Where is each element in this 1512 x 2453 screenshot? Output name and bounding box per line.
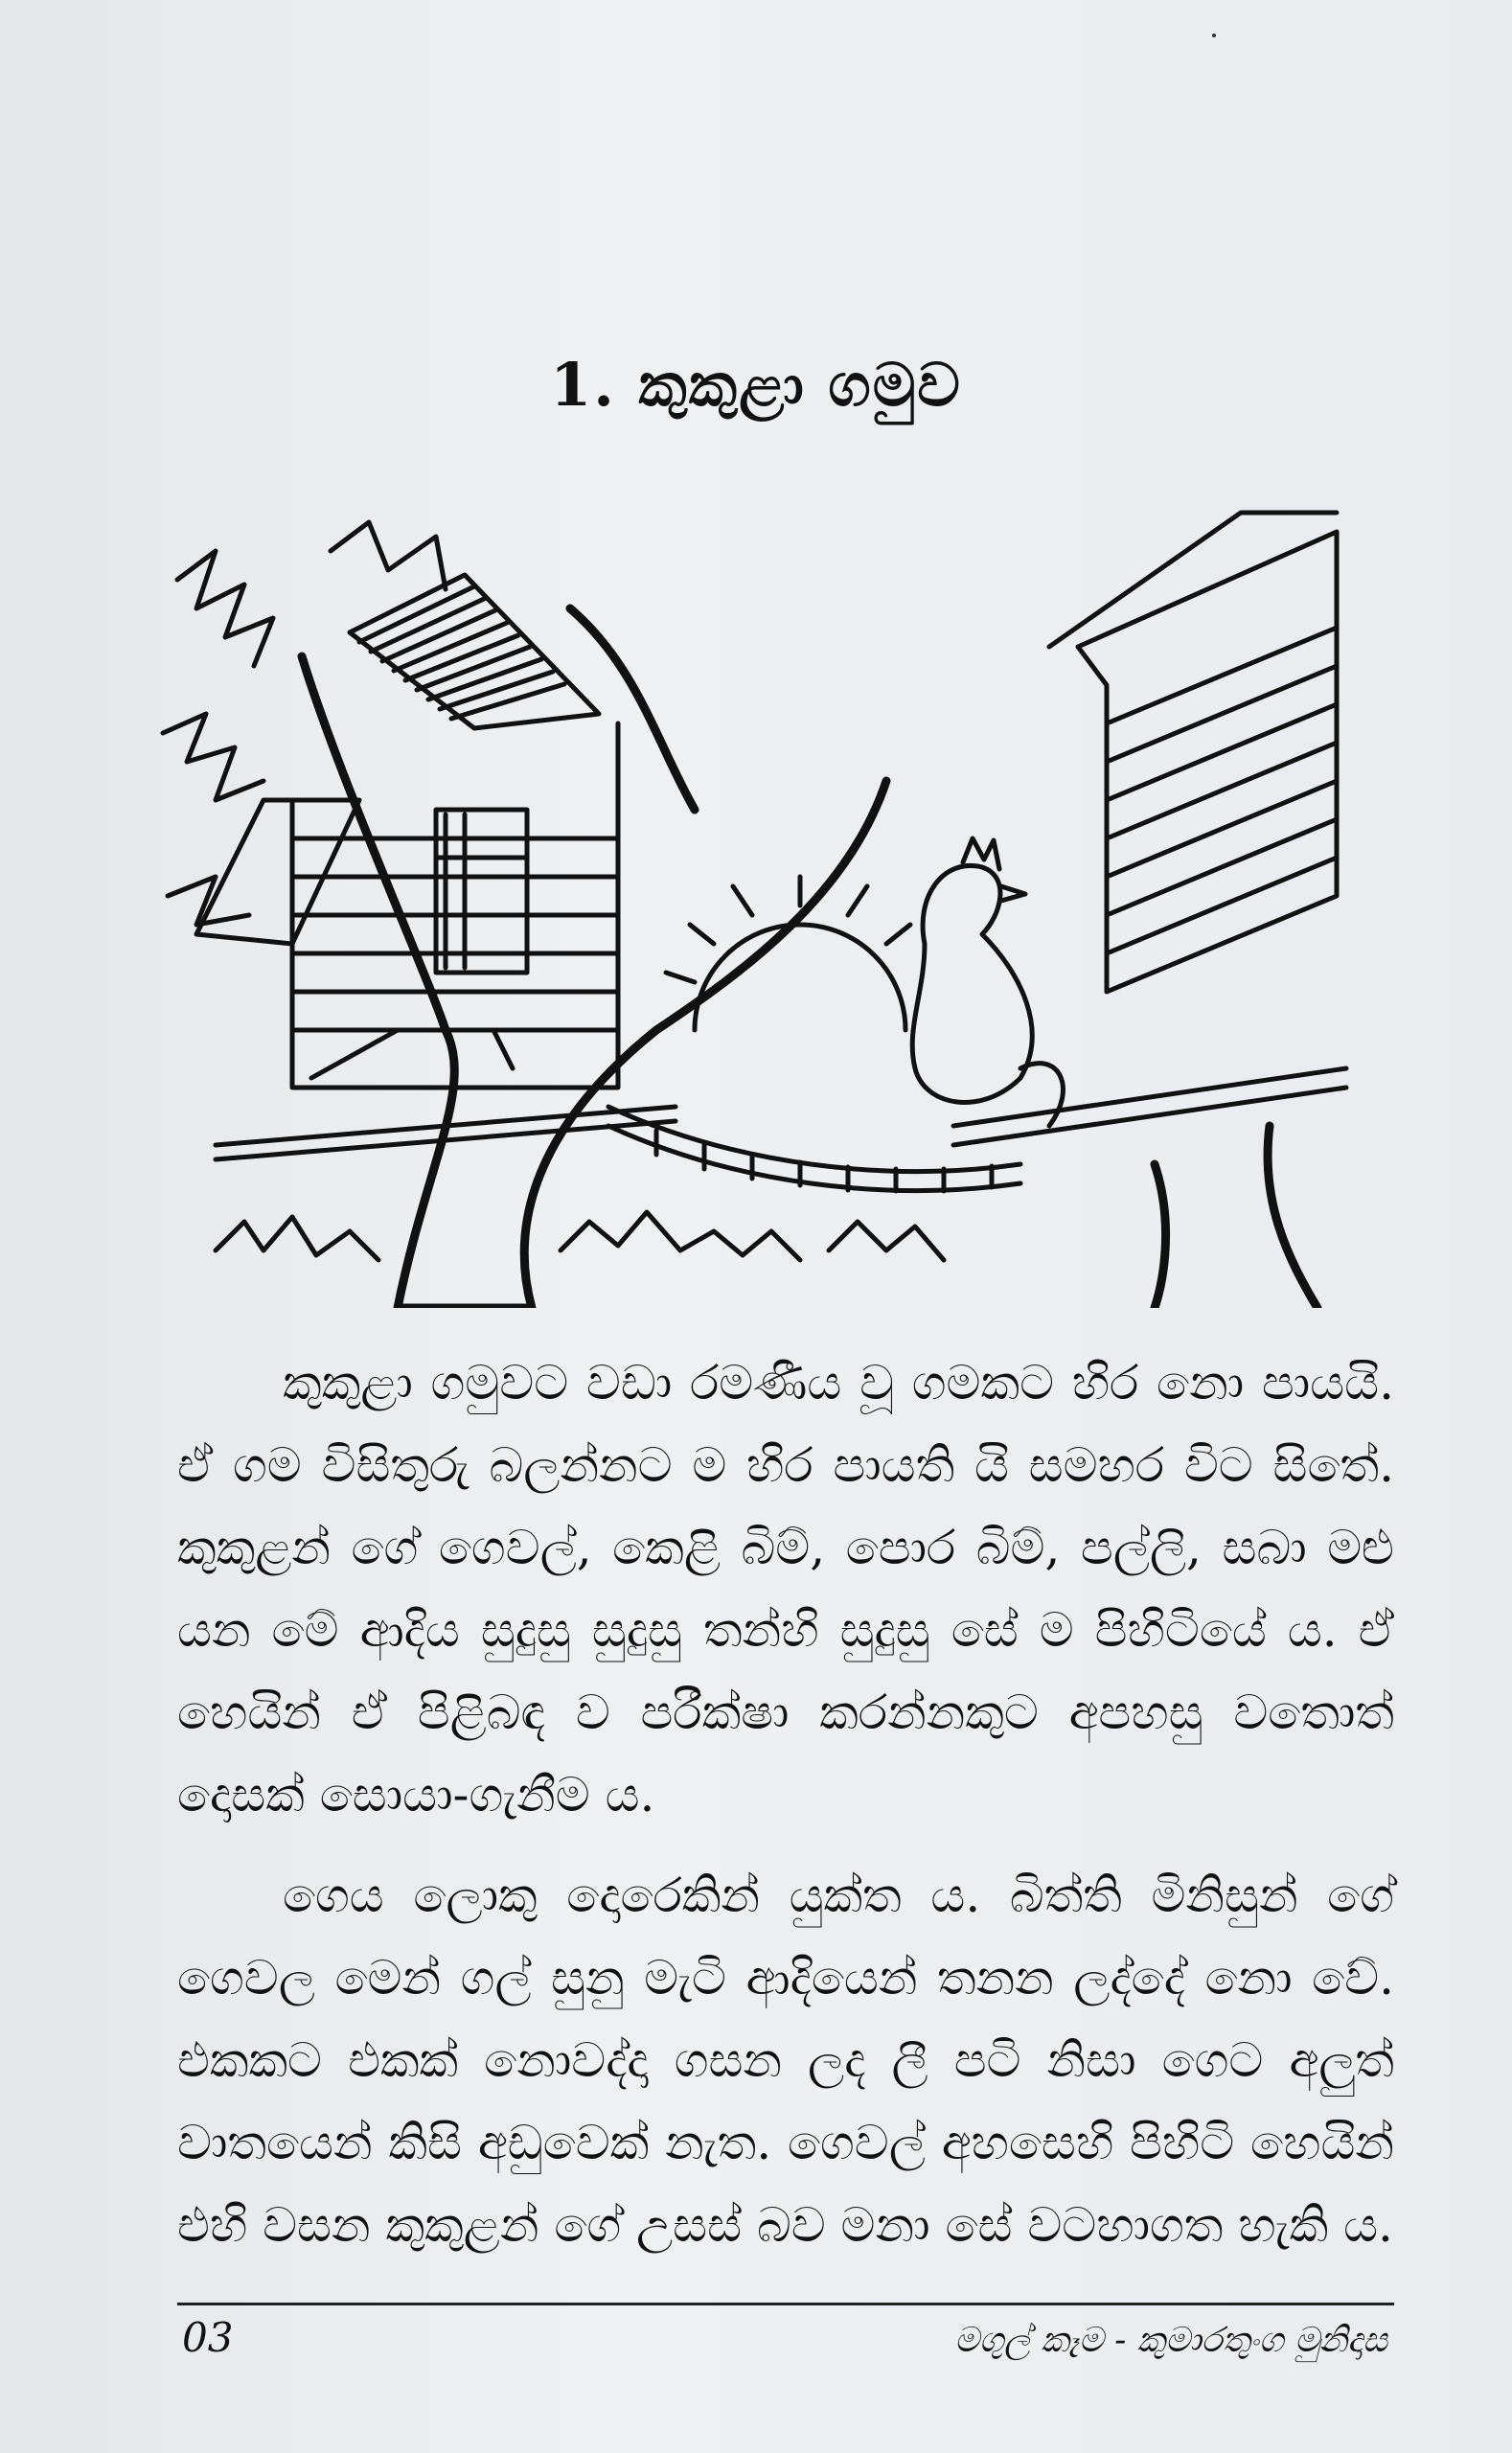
paper-speck — [1212, 34, 1216, 37]
footer-divider — [177, 2303, 1394, 2305]
treehouse-rooster-icon — [158, 493, 1370, 1308]
chapter-title: 1. කුකුළා ගමුව — [550, 350, 962, 420]
paragraph-1: කුකුළා ගමුවට වඩා රමණීය වූ ගමකට හිර නො පායයි. ඒ ගම විසිතුරු බලන්නට ම හිර පායති යි සමහර විට සිතේ. කුකුළන් ගේ ගෙවල්, කෙළි බිම්, පොර බිම්, පල්ලි, සබා මළු යන මේ ආදිය සුදුසු සුදුසු තන්හි සුදුසු සේ ම පිහිටියේ ය. ඒ හෙයින් ඒ පිළිබඳ ව පරීක්ෂා කරන්නකුට අපහසු වතොත් දොසක් සොයා-ගැනීම ය. — [177, 1355, 1394, 1823]
paragraph-2: ගෙය ලොකු දොරෙකින් යුක්ත ය. බිත්ති මිනිසුන් ගේ ගෙවල මෙන් ගල් සුනු මැටි ආදියෙන් තනන ලද්දේ නො වේ. එකකට එකක් නොවද්දා ගසන ලද ලී පටි නිසා ගෙට අලුත් වාතයෙන් කිසි අඩුවෙක් නැත. ගෙවල් අහසෙහි පිහිටි හෙයින් එහි වසන කුකුළන් ගේ උසස් බව මනා සේ වටහාගත හැකි ය. — [177, 1868, 1394, 2253]
page-number: 03 — [182, 2314, 234, 2361]
book-credit: මගුල් කෑම - කුමාරතුංග මුනිදාස — [954, 2321, 1387, 2360]
